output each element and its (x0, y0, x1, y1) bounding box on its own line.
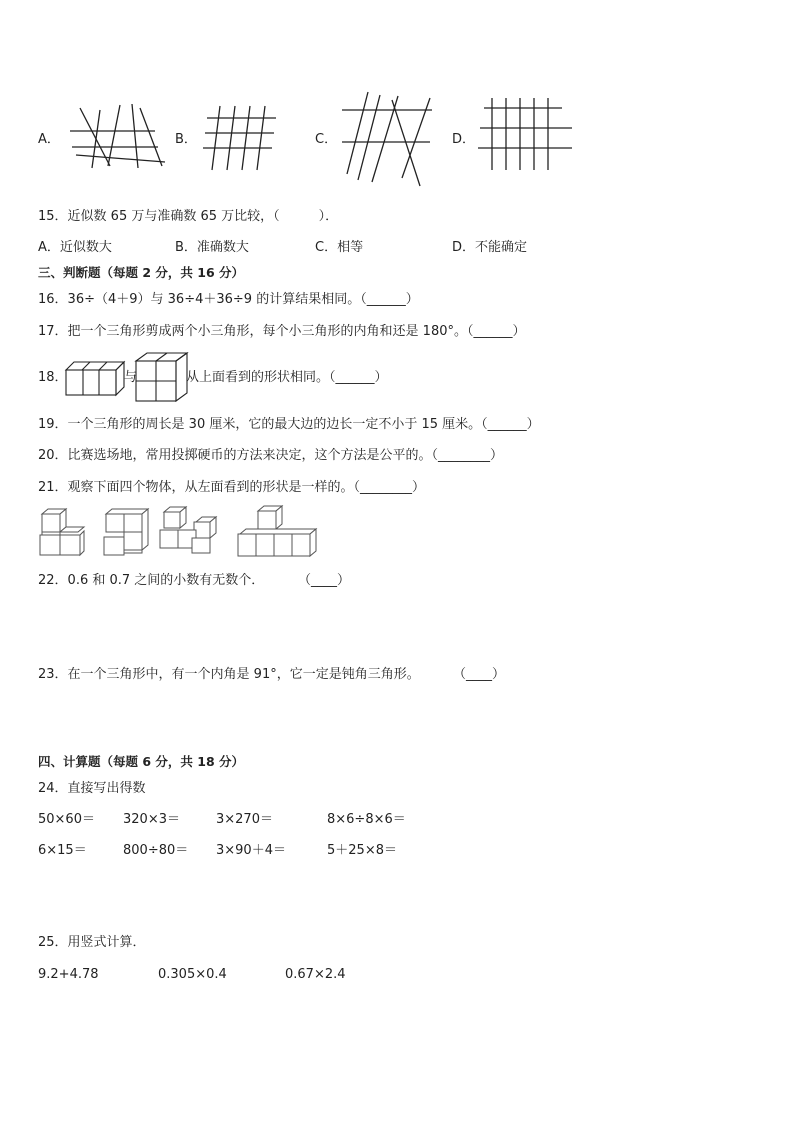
q24-item-3[interactable]: 3×270＝ (216, 812, 273, 827)
q24-item-6[interactable]: 800÷80＝ (123, 843, 189, 858)
q19-text[interactable]: 19．一个三角形的周长是 30 厘米，它的最大边的边长一定不小于 15 厘米。（______） (38, 417, 540, 432)
q18-connector: 与 (124, 370, 138, 385)
q20-text[interactable]: 20．比赛选场地，常用投掷硬币的方法来决定，这个方法是公平的。（________） (38, 448, 504, 463)
q18-number: 18． (38, 370, 68, 385)
q15-option-d[interactable]: D．不能确定 (452, 240, 528, 255)
q18-text[interactable]: 从上面看到的形状相同。（______） (186, 370, 388, 385)
q25-item-3[interactable]: 0.67×2.4 (285, 967, 346, 982)
q22-text: 22．0.6 和 0.7 之间的小数有无数个． (38, 573, 265, 588)
q24-item-4[interactable]: 8×6÷8×6＝ (327, 812, 406, 827)
q24-item-7[interactable]: 3×90＋4＝ (216, 843, 286, 858)
q14-option-c-label[interactable]: C． (315, 132, 338, 147)
q22-answer-blank[interactable]: （____） (298, 573, 351, 588)
q24-stem: 24．直接写出得数 (38, 781, 146, 796)
q24-item-8[interactable]: 5＋25×8＝ (327, 843, 397, 858)
q15-option-c[interactable]: C．相等 (315, 240, 364, 255)
q14-option-a-label[interactable]: A． (38, 132, 60, 147)
section3-title: 三、判断题（每题 2 分，共 16 分） (38, 265, 245, 280)
q14-option-b-label[interactable]: B． (175, 132, 197, 147)
q14-option-d-label[interactable]: D． (452, 132, 476, 147)
q25-stem: 25．用竖式计算． (38, 935, 146, 950)
q21-object-4 (0, 0, 1, 1)
q25-item-1[interactable]: 9.2+4.78 (38, 967, 99, 982)
q23-answer-blank[interactable]: （____） (453, 667, 506, 682)
q21-text[interactable]: 21．观察下面四个物体，从左面看到的形状是一样的。（________） (38, 480, 426, 495)
q24-item-1[interactable]: 50×60＝ (38, 812, 95, 827)
q15-option-b[interactable]: B．准确数大 (175, 240, 249, 255)
q15-stem: 15．近似数 65 万与准确数 65 万比较，（ ）． (38, 209, 339, 224)
q15-option-a[interactable]: A．近似数大 (38, 240, 112, 255)
q24-item-2[interactable]: 320×3＝ (123, 812, 180, 827)
section4-title: 四、计算题（每题 6 分，共 18 分） (38, 754, 245, 769)
q24-item-5[interactable]: 6×15＝ (38, 843, 87, 858)
q25-item-2[interactable]: 0.305×0.4 (158, 967, 227, 982)
q23-text: 23．在一个三角形中，有一个内角是 91°，它一定是钝角三角形。 (38, 667, 420, 682)
q16-text[interactable]: 16．36÷（4＋9）与 36÷4＋36÷9 的计算结果相同。（______） (38, 292, 419, 307)
q17-text[interactable]: 17．把一个三角形剪成两个小三角形，每个小三角形的内角和还是 180°。（______） (38, 324, 526, 339)
